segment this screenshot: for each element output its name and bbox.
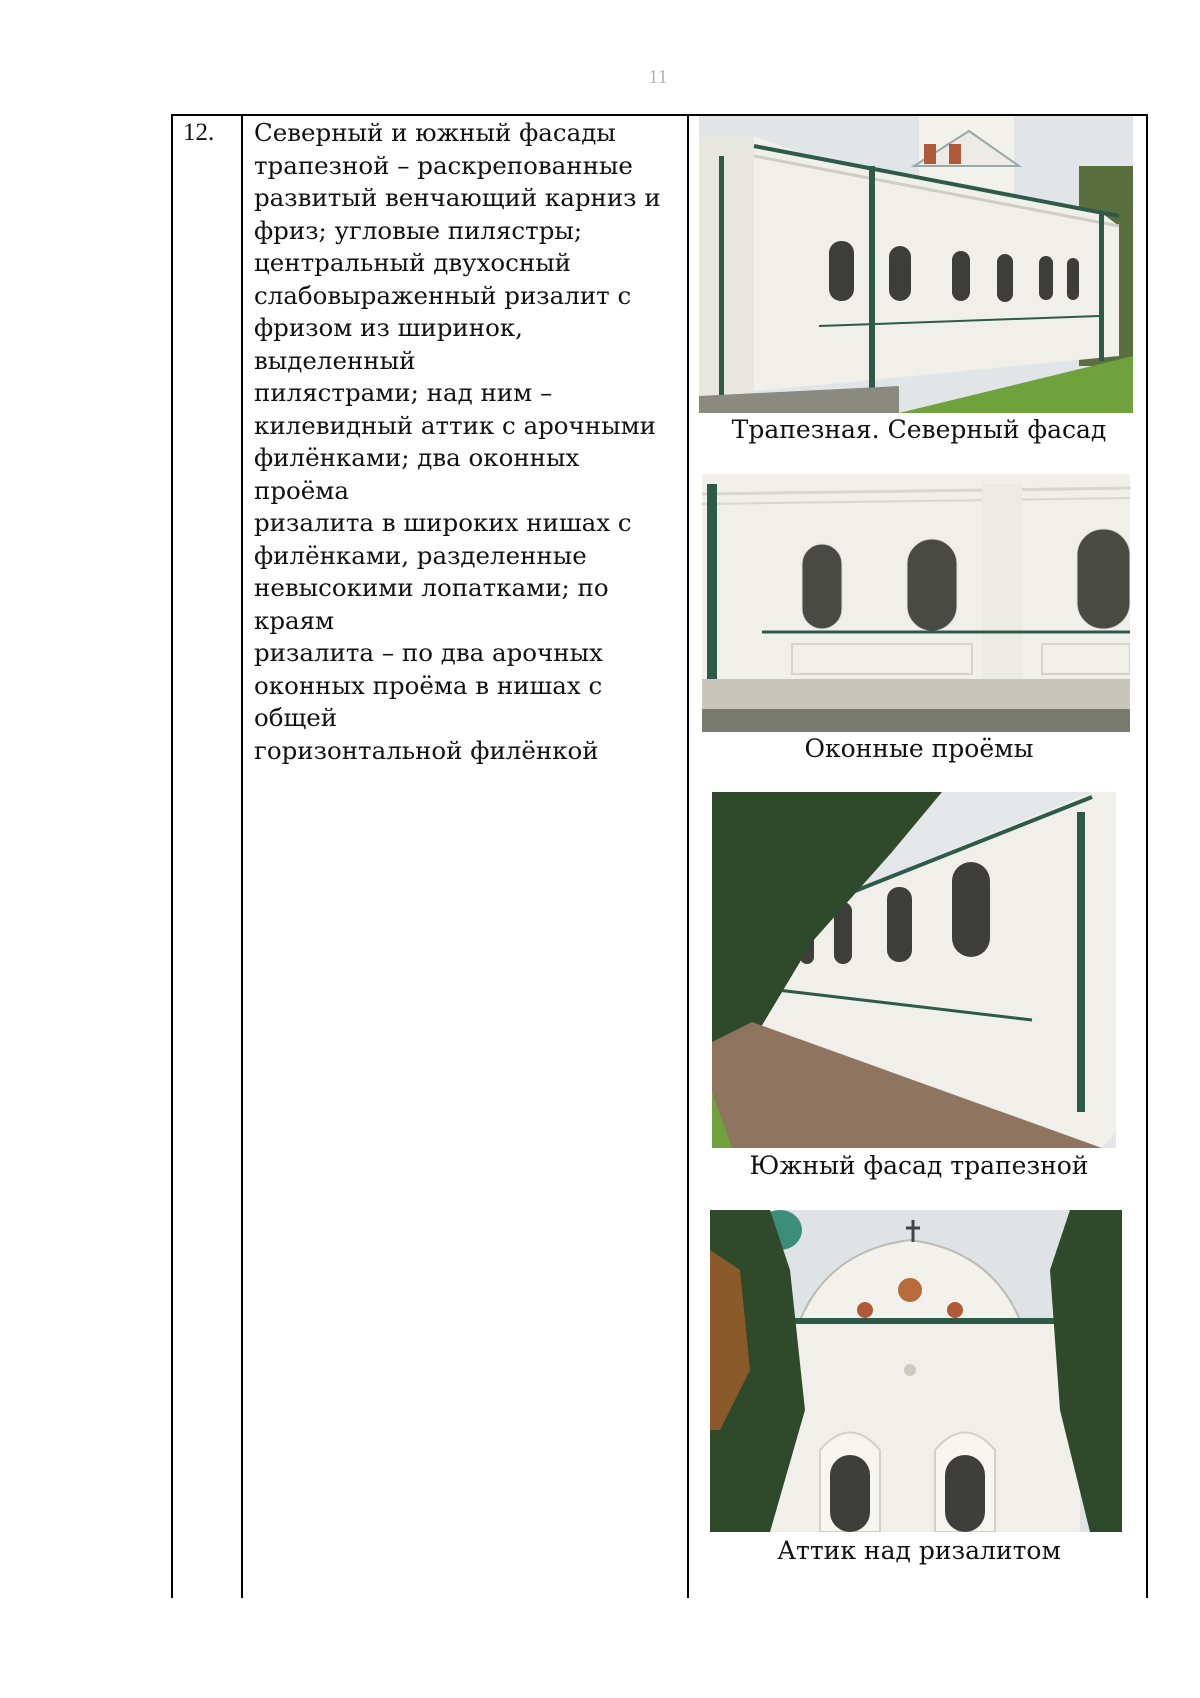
- table-left-border: [171, 114, 173, 1598]
- caption-window-openings: Оконные проёмы: [804, 734, 1034, 763]
- row-number: 12.: [183, 119, 215, 146]
- row-description: Северный и южный фасады трапезной – раскрепованные развитый венчающий карниз и фриз; угловые пилястры; центральный двухосный слабовыраженный ризалит с фризом из ширинок, выделенный пилястрами; над ним – килевидный аттик с арочными филёнками; два оконных проёма ризалита в широких нишах с филёнками, разделенные невысокими лопатками; по краям ризалита – по два арочных оконных проёма в нишах с общей горизонтальной филёнкой: [254, 118, 661, 765]
- table-column-divider-2: [687, 114, 689, 1598]
- table-right-border: [1146, 114, 1148, 1598]
- caption-north-facade: Трапезная. Северный фасад: [731, 415, 1107, 444]
- table-column-divider-1: [241, 114, 243, 1598]
- photo-north-facade: [699, 116, 1133, 413]
- caption-south-facade: Южный фасад трапезной: [749, 1151, 1089, 1180]
- photo-south-facade: [712, 792, 1116, 1148]
- photo-window-openings: [702, 474, 1130, 732]
- page-number: 11: [648, 66, 668, 88]
- photo-attic: [710, 1210, 1122, 1532]
- caption-attic: Аттик над ризалитом: [777, 1536, 1061, 1565]
